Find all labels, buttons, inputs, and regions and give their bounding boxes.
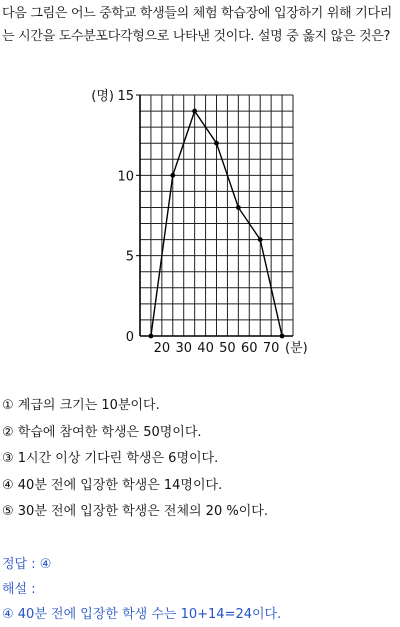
y-axis-unit: (명) <box>91 89 114 104</box>
choice-4[interactable]: ④ 40분 전에 입장한 학생은 14명이다. <box>2 477 223 493</box>
data-point <box>214 141 219 146</box>
y-tick-label: 5 <box>125 249 134 265</box>
answer-line: 정답 : ④ <box>2 557 52 572</box>
x-tick-label: 30 <box>175 341 192 356</box>
question-text: 다음 그림은 어느 중학교 학생들의 체험 학습장에 입장하기 위해 기다리는 시간을 도수분포다각형으로 나타낸 것이다. 설명 중 옳지 않은 것은? <box>2 6 392 44</box>
y-tick-label: 10 <box>117 169 134 185</box>
data-point <box>149 334 154 339</box>
x-tick-label: 40 <box>197 341 214 356</box>
data-point <box>236 205 241 210</box>
choice-3[interactable]: ③ 1시간 이상 기다린 학생은 6명이다. <box>2 451 219 466</box>
y-tick-label: 0 <box>125 330 134 345</box>
data-point <box>170 173 175 178</box>
x-axis-unit: (분) <box>285 341 308 356</box>
x-tick-label: 70 <box>262 341 280 356</box>
explanation-label: 해설 : <box>2 582 36 597</box>
x-tick-label: 60 <box>241 341 258 356</box>
choice-1[interactable]: ① 계급의 크기는 10분이다. <box>2 398 160 413</box>
data-point <box>192 109 197 114</box>
frequency-polygon-chart <box>0 80 400 360</box>
x-tick-label: 20 <box>153 341 171 356</box>
chart-axes <box>136 95 293 336</box>
choice-5[interactable]: ⑤ 30분 전에 입장한 학생은 전체의 20 %이다. <box>2 504 268 519</box>
x-tick-label: 50 <box>219 341 236 356</box>
answer-block <box>2 552 398 627</box>
choice-2[interactable]: ② 학습에 참여한 학생은 50명이다. <box>2 424 202 440</box>
chart-grid <box>140 95 293 336</box>
chart-labels <box>91 88 307 356</box>
y-tick-label: 15 <box>117 89 134 104</box>
data-point <box>280 334 285 339</box>
explanation-text: ④ 40분 전에 입장한 학생 수는 10+14=24이다. <box>2 607 282 622</box>
choice-list <box>2 393 398 526</box>
data-point <box>258 237 263 242</box>
